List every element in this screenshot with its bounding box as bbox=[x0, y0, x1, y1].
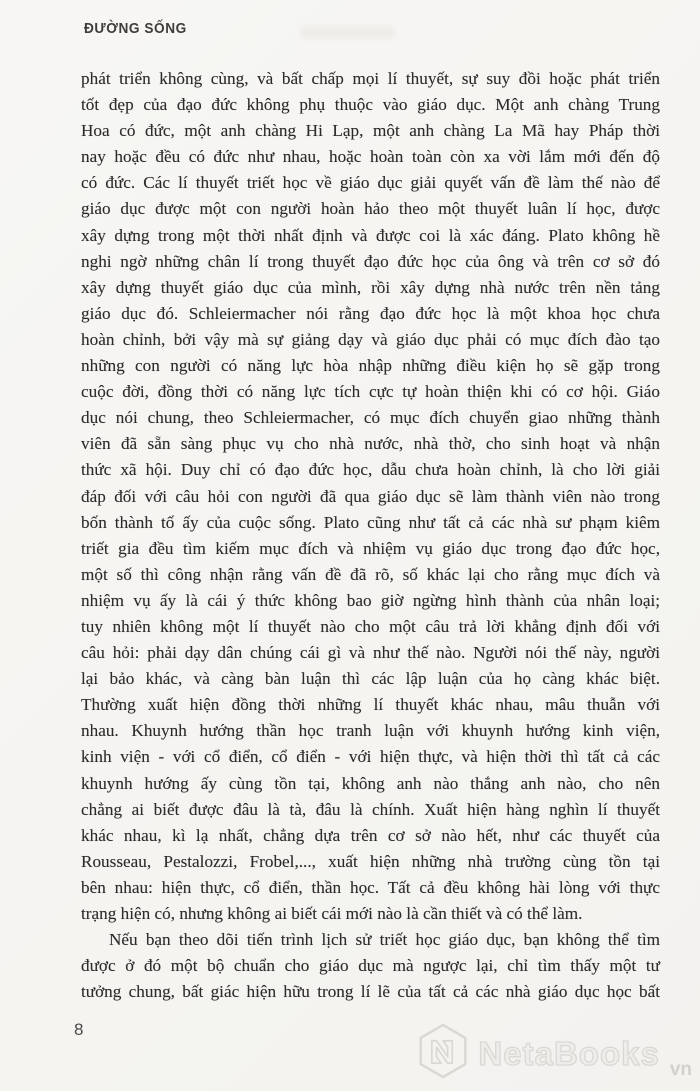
watermark-brand-text: NetaBooks bbox=[478, 1034, 660, 1072]
text-line: hoàn chỉnh, bởi vậy mà sự giảng dạy và giáo dục phải có mục đích đào tạo bbox=[81, 329, 660, 349]
body-text bbox=[81, 66, 660, 1005]
text-line: Thường xuất hiện đồng thời những lí thuyết khác nhau, mâu thuẫn với bbox=[81, 695, 660, 715]
text-line: những con người có năng lực hòa nhập những điều kiện họ sẽ gặp trong bbox=[81, 356, 660, 376]
text-line: tốt đẹp của đạo đức không phụ thuộc vào giáo dục. Một anh chàng Trung bbox=[81, 95, 660, 115]
text-line: bốn thành tố ấy của cuộc sống. Plato cũng như tất cả các nhà sư phạm kiêm bbox=[81, 512, 660, 532]
text-line: câu hỏi: phải dạy dân chúng cái gì và như thế nào. Người nói thế này, người bbox=[81, 643, 660, 663]
text-line: nghi ngờ những chân lí trong thuyết đạo đức học của ông và trên cơ sở đó bbox=[81, 251, 660, 271]
text-line: đáp đối với câu hỏi con người đã qua giáo dục sẽ làm thành viên nào trong bbox=[81, 486, 660, 506]
netabooks-hexagon-n-logo-icon bbox=[416, 1022, 470, 1085]
text-line: chẳng ai biết được đâu là tà, đâu là chính. Xuất hiện hàng nghìn lí thuyết bbox=[81, 799, 660, 819]
text-line: được ở đó một bộ chuẩn cho giáo dục mà ngược lại, chỉ tìm thấy một tư bbox=[81, 956, 660, 976]
netabooks-watermark bbox=[416, 1022, 692, 1085]
text-line: giáo dục được một con người hoàn hảo theo một thuyết luân lí học, được bbox=[81, 199, 660, 219]
page-number: 8 bbox=[74, 1020, 84, 1039]
text-line: thức xã hội. Duy chỉ có đạo đức học, dẫu chưa hoàn chỉnh, là cho lời giải bbox=[81, 460, 660, 480]
text-line: bên nhau: hiện thực, cổ điển, thần học. Tất cả đều không hài lòng với thực bbox=[81, 877, 660, 897]
running-head-title: ĐƯỜNG SỐNG bbox=[84, 21, 187, 37]
text-line: nhau. Khuynh hướng thần học tranh luận với khuynh hướng kinh viện, bbox=[81, 721, 660, 741]
text-line-paragraph-end: trạng hiện có, nhưng không ai biết cái mới nào là cần thiết và có thể làm. bbox=[81, 904, 583, 923]
text-line: xây dựng thuyết giáo dục của mình, rồi xây dựng nhà nước trên nền tảng bbox=[81, 277, 660, 297]
text-line-paragraph-start: Nếu bạn theo dõi tiến trình lịch sử triết học giáo dục, bạn không thể tìm bbox=[109, 930, 660, 950]
text-line: phát triển không cùng, và bất chấp mọi lí thuyết, sự suy đồi hoặc phát triển bbox=[81, 69, 660, 88]
text-line: kinh viện - với cổ điển, cổ điển - với hiện thực, và hiện thời thì tất cả các bbox=[81, 747, 660, 767]
text-line: triết gia đều tìm kiếm mục đích và nhiệm vụ giáo dục trong đạo đức học, bbox=[81, 538, 660, 558]
text-line: cuộc đời, đồng thời có năng lực tích cực tự hoàn thiện khi có cơ hội. Giáo bbox=[81, 382, 660, 402]
text-line: có đức. Các lí thuyết triết học về giáo dục giải quyết vấn đề làm thế nào để bbox=[81, 173, 660, 193]
text-line: lại bảo khác, và càng bàn luận thì các lập luận của họ càng khác biệt. bbox=[81, 669, 660, 689]
text-line: xây dựng trong một thời nhất định và được coi là xác đáng. Plato không hề bbox=[81, 225, 660, 245]
text-line: giáo dục đó. Schleiermacher nói rằng đạo đức học là một khoa học chưa bbox=[81, 303, 660, 323]
text-line: tưởng chung, bất giác hiện hữu trong lí lẽ của tất cả các nhà giáo dục học bất bbox=[81, 982, 660, 1002]
text-line: một số thì công nhận rằng vấn đề đã rõ, số khác lại cho rằng mục đích và bbox=[81, 564, 660, 584]
faint-stamp bbox=[300, 26, 395, 39]
text-line: khuynh hướng ấy cùng tồn tại, không anh nào thắng anh nào, cho nên bbox=[81, 773, 660, 793]
text-line: viên đã sẵn sàng phục vụ cho nhà nước, nhà thờ, cho sinh hoạt và nhận bbox=[81, 434, 660, 454]
text-line: nhiệm vụ ấy là cái ý thức không bao giờ ngừng hình thành của nhân loại; bbox=[81, 590, 660, 610]
text-line: dục nói chung, theo Schleiermacher, có mục đích chuyển giao những thành bbox=[81, 408, 660, 428]
text-line: tuy nhiên không một lí thuyết nào cho một câu trả lời khẳng định đối với bbox=[81, 616, 660, 636]
text-line: khác nhau, kì lạ nhất, chẳng dựa trên cơ sở nào hết, như các thuyết của bbox=[81, 825, 660, 845]
text-line: Hoa có đức, một anh chàng Hi Lạp, một anh chàng La Mã hay Pháp thời bbox=[81, 121, 660, 141]
text-line: Rousseau, Pestalozzi, Frobel,..., xuất hiện những nhà trường cùng tồn tại bbox=[81, 851, 660, 871]
text-line: nay hoặc đều có đức như nhau, hoặc hoàn toàn còn xa vời lắm mới đến độ bbox=[81, 147, 660, 167]
watermark-tld-text: vn bbox=[669, 1059, 692, 1080]
